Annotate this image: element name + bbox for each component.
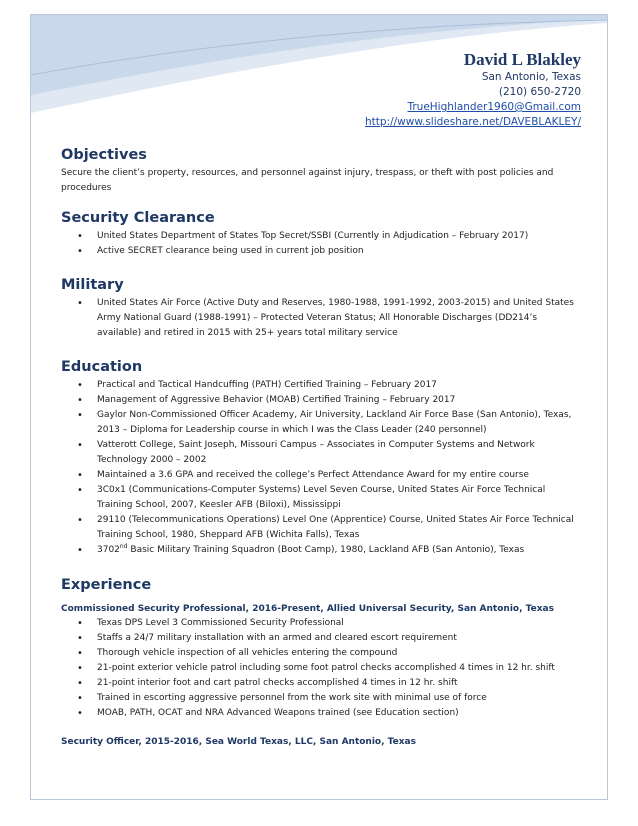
- list-item: • Trained in escorting aggressive personnel from the work site with minimal use of force: [61, 691, 581, 706]
- military-section: [61, 276, 581, 341]
- education-section: [61, 358, 581, 558]
- list-item: • Maintained a 3.6 GPA and received the college’s Perfect Attendance Award for my entire course: [61, 468, 581, 483]
- list-item: [61, 543, 581, 558]
- list-item: • 21-point interior foot and cart patrol checks accomplished 4 times in 12 hr. shift: [61, 676, 581, 691]
- contact-city: San Antonio, Texas: [481, 71, 581, 83]
- website-link[interactable]: http://www.slideshare.net/DAVEBLAKLEY/: [365, 116, 581, 128]
- education-heading: Education: [61, 359, 143, 375]
- list-item: • Staffs a 24/7 military installation with an armed and cleared escort requirement: [61, 631, 581, 646]
- ordinal-suffix: nd: [119, 543, 128, 550]
- email-link[interactable]: TrueHighlander1960@Gmail.com: [407, 101, 581, 113]
- contact-header: [61, 50, 581, 130]
- training-squadron-text: Basic Military Training Squadron (Boot Camp), 1980, Lackland AFB (San Antonio), Texas: [127, 545, 525, 555]
- candidate-name: David L Blakley: [463, 50, 581, 69]
- list-item: • Texas DPS Level 3 Commissioned Security Professional: [61, 616, 581, 631]
- objectives-section: [61, 146, 581, 196]
- list-item: • Management of Aggressive Behavior (MOAB) Certified Training – February 2017: [61, 393, 581, 408]
- clearance-section: [61, 209, 581, 259]
- objectives-text: Secure the client’s property, resources, and personnel against injury, trespass, or theft with post policies and procedures: [61, 168, 554, 193]
- list-item: • Vatterott College, Saint Joseph, Missouri Campus – Associates in Computer Systems and Network Technology 2000 – 2002: [61, 438, 581, 468]
- list-item: • 21-point exterior vehicle patrol including some foot patrol checks accomplished 4 times in 12 hr. shift: [61, 661, 581, 676]
- training-squadron-number: 3702: [97, 545, 120, 555]
- list-item: • 3C0x1 (Communications-Computer Systems) Level Seven Course, United States Air Force Technical Training School, 2007, Keesler AFB (Biloxi), Mississippi: [61, 483, 581, 513]
- contact-phone: (210) 650-2720: [498, 86, 581, 98]
- military-heading: Military: [61, 277, 124, 293]
- list-item: • United States Air Force (Active Duty and Reserves, 1980-1988, 1991-1992, 2003-2015) and United States Army National Guard (1988-1991) – Protected Veteran Status; All Honorable Discharges (DD214’s available) and retired in 2015 with 25+ years total military service: [61, 296, 581, 341]
- list-item: • 29110 (Telecommunications Operations) Level One (Apprentice) Course, United States Air Force Technical Training School, 1980, Sheppard AFB (Wichita Falls), Texas: [61, 513, 581, 543]
- list-item: • Active SECRET clearance being used in current job position: [61, 244, 581, 259]
- list-item: • Gaylor Non-Commissioned Officer Academy, Air University, Lackland Air Force Base (San Antonio), Texas, 2013 – Diploma for Leadership course in which I was the Class Leader (240 personnel): [61, 408, 581, 438]
- job-heading-sea-world: Security Officer, 2015-2016, Sea World Texas, LLC, San Antonio, Texas: [61, 737, 416, 747]
- resume-content: [61, 50, 581, 749]
- job-heading-allied-universal: Commissioned Security Professional, 2016-Present, Allied Universal Security, San Antonio, Texas: [61, 604, 554, 614]
- objectives-heading: Objectives: [61, 147, 147, 163]
- list-item: • MOAB, PATH, OCAT and NRA Advanced Weapons trained (see Education section): [61, 706, 581, 721]
- experience-section: [61, 576, 581, 749]
- list-item: • United States Department of States Top Secret/SSBI (Currently in Adjudication – February 2017): [61, 229, 581, 244]
- clearance-heading: Security Clearance: [61, 210, 215, 226]
- list-item: • Thorough vehicle inspection of all vehicles entering the compound: [61, 646, 581, 661]
- experience-heading: Experience: [61, 577, 152, 593]
- list-item: • Practical and Tactical Handcuffing (PATH) Certified Training – February 2017: [61, 378, 581, 393]
